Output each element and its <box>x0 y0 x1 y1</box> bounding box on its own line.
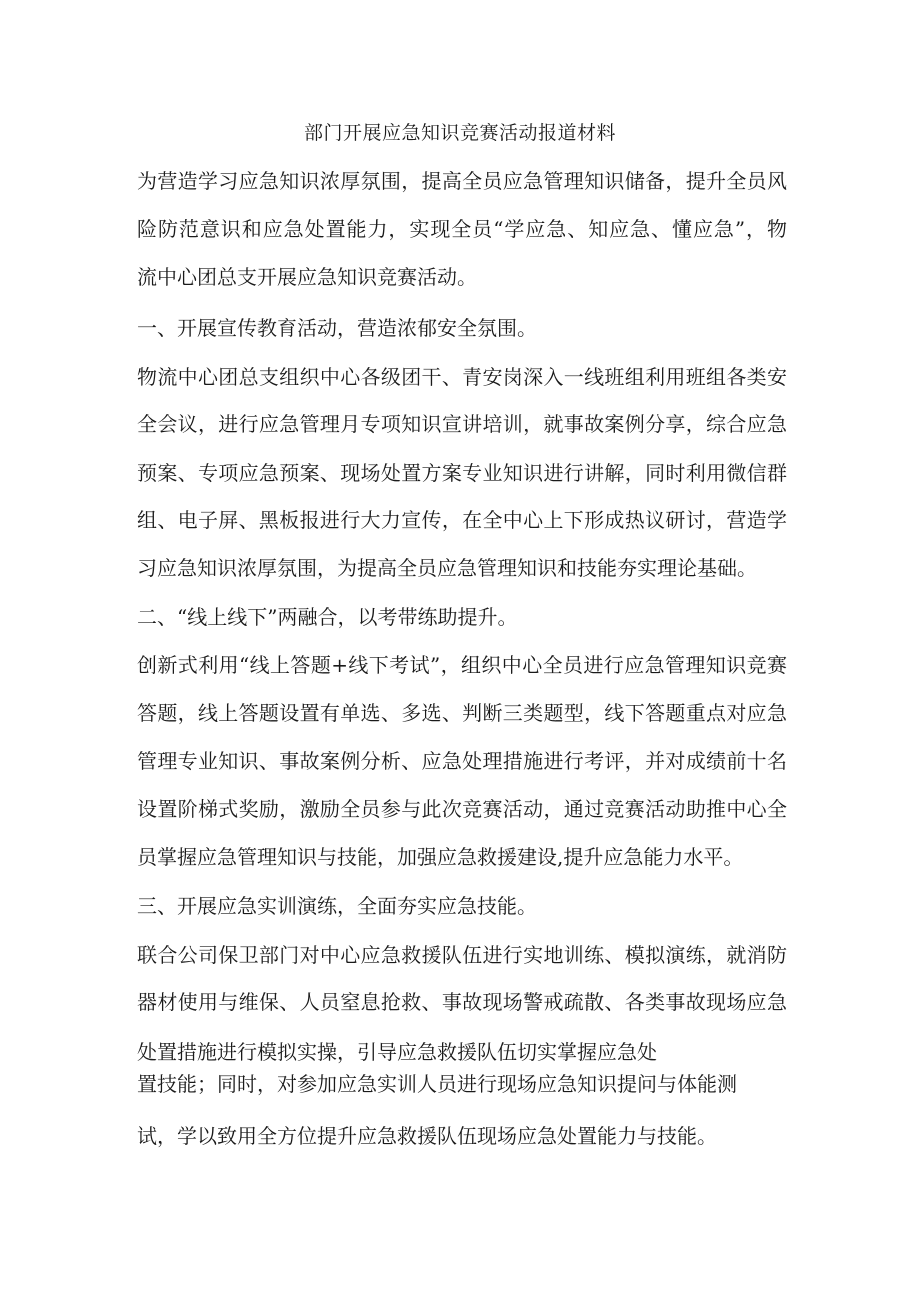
document-title: 部门开展应急知识竞赛活动报道材料 <box>303 122 616 144</box>
paragraph-line: 试，学以致用全方位提升应急救援队伍现场应急处置能力与技能。 <box>137 1124 717 1148</box>
paragraph-line: 险防范意识和应急处置能力，实现全员“学应急、知应急、懂应急”，物 <box>137 217 787 241</box>
paragraph-line: 组、电子屏、黑板报进行大力宣传，在全中心上下形成热议研讨，营造学 <box>137 508 787 532</box>
section-heading: 一、开展宣传教育活动，营造浓郁安全氛围。 <box>137 316 537 340</box>
paragraph-line: 物流中心团总支组织中心各级团干、青安岗深入一线班组利用班组各类安 <box>137 365 787 389</box>
paragraph-line: 全会议，进行应急管理月专项知识宣讲培训，就事故案例分享，综合应急 <box>137 412 787 436</box>
paragraph-line: 习应急知识浓厚氛围，为提高全员应急管理知识和技能夯实理论基础。 <box>137 556 757 580</box>
paragraph-line: 流中心团总支开展应急知识竞赛活动。 <box>137 265 477 289</box>
paragraph-line: 员掌握应急管理知识与技能，加强应急救援建设,提升应急能力水平。 <box>137 845 744 869</box>
paragraph-line: 创新式利用“线上答题+线下考试”，组织中心全员进行应急管理知识竞赛 <box>137 653 787 677</box>
paragraph-line: 预案、专项应急预案、现场处置方案专业知识进行讲解，同时利用微信群 <box>137 461 787 485</box>
paragraph-line: 处置措施进行模拟实操，引导应急救援队伍切实掌握应急处 <box>137 1040 657 1064</box>
paragraph-line: 联合公司保卫部门对中心应急救援队伍进行实地训练、模拟演练，就消防 <box>137 943 787 967</box>
paragraph-line: 器材使用与维保、人员窒息抢救、事故现场警戒疏散、各类事故现场应急 <box>137 990 787 1014</box>
paragraph-line: 答题，线上答题设置有单选、多选、判断三类题型，线下答题重点对应急 <box>137 701 787 725</box>
paragraph-line: 设置阶梯式奖励，激励全员参与此次竞赛活动，通过竞赛活动助推中心全 <box>137 797 787 821</box>
paragraph-line: 管理专业知识、事故案例分析、应急处理措施进行考评，并对成绩前十名 <box>137 749 787 773</box>
section-heading: 二、“线上线下”两融合，以考带练助提升。 <box>137 605 518 629</box>
section-heading: 三、开展应急实训演练，全面夯实应急技能。 <box>137 894 537 918</box>
paragraph-line: 置技能；同时，对参加应急实训人员进行现场应急知识提问与体能测 <box>137 1072 737 1096</box>
paragraph-line: 为营造学习应急知识浓厚氛围，提高全员应急管理知识储备，提升全员风 <box>137 169 787 193</box>
